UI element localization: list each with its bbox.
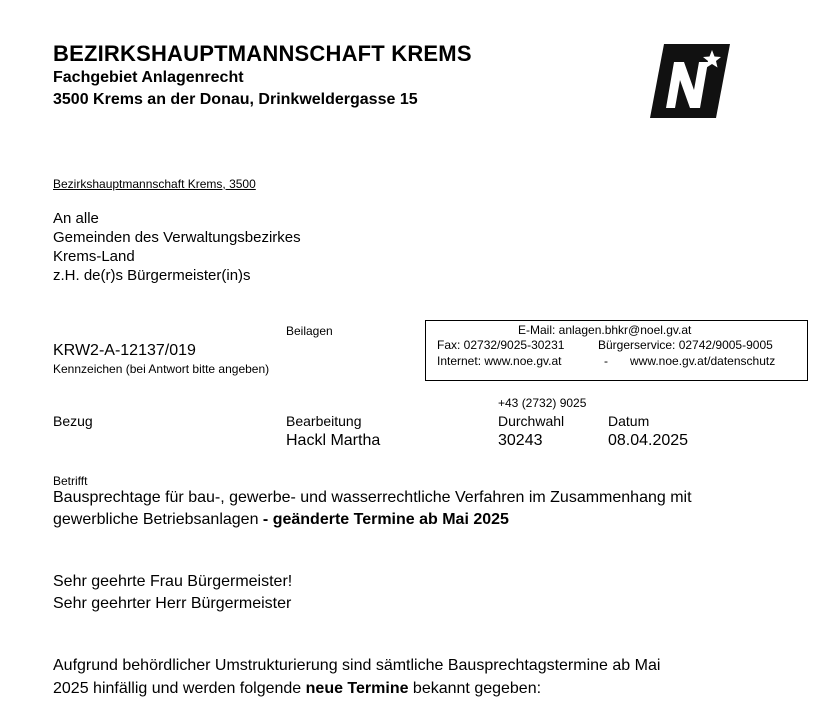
contact-fax: Fax: 02732/9025-30231 bbox=[437, 338, 565, 352]
contact-internet: Internet: www.noe.gv.at bbox=[437, 354, 562, 368]
bearbeitung-label: Bearbeitung bbox=[286, 413, 362, 429]
subject-line-1: Bausprechtage für bau-, gewerbe- und wasserrechtliche Verfahren im Zusammenhang mit bbox=[53, 489, 692, 506]
body-line-2-a: 2025 hinfällig und werden folgende bbox=[53, 680, 306, 697]
datum-label: Datum bbox=[608, 413, 650, 429]
recipient-line: Krems-Land bbox=[53, 248, 135, 265]
contact-box bbox=[425, 320, 808, 381]
beilagen-label: Beilagen bbox=[286, 324, 333, 338]
phone-prefix: +43 (2732) 9025 bbox=[498, 396, 587, 410]
reference-note: Kennzeichen (bei Antwort bitte angeben) bbox=[53, 362, 270, 376]
contact-email: E-Mail: anlagen.bhkr@noel.gv.at bbox=[518, 323, 692, 337]
recipient-line: An alle bbox=[53, 210, 99, 227]
recipient-line: Gemeinden des Verwaltungsbezirkes bbox=[53, 229, 301, 246]
salutation-line: Sehr geehrter Herr Bürgermeister bbox=[53, 595, 292, 612]
contact-buergerservice: Bürgerservice: 02742/9005-9005 bbox=[598, 338, 773, 352]
salutation-line: Sehr geehrte Frau Bürgermeister! bbox=[53, 573, 293, 590]
body-line-2-bold: neue Termine bbox=[305, 680, 409, 697]
contact-separator: - bbox=[604, 354, 608, 368]
durchwahl-label: Durchwahl bbox=[498, 413, 565, 429]
subject-line-2-plain: gewerbliche Betriebsanlagen bbox=[53, 511, 263, 528]
bearbeitung-value: Hackl Martha bbox=[286, 432, 381, 449]
authority-address: 3500 Krems an der Donau, Drinkweldergasse 15 bbox=[53, 91, 418, 108]
department-title: Fachgebiet Anlagenrecht bbox=[53, 69, 244, 86]
subject-line-2 bbox=[53, 511, 509, 529]
body-line-1: Aufgrund behördlicher Umstrukturierung sind sämtliche Bausprechtagstermine ab Mai bbox=[53, 657, 661, 674]
durchwahl-value: 30243 bbox=[498, 432, 543, 449]
bezug-label: Bezug bbox=[53, 413, 93, 429]
recipient-line: z.H. de(r)s Bürgermeister(in)s bbox=[53, 267, 251, 284]
reference-number: KRW2-A-12137/019 bbox=[53, 342, 196, 359]
noe-logo-icon bbox=[650, 44, 730, 118]
body-line-2 bbox=[53, 680, 541, 698]
sender-line: Bezirkshauptmannschaft Krems, 3500 bbox=[53, 177, 256, 191]
body-line-2-b: bekannt gegeben: bbox=[408, 680, 542, 697]
authority-title: BEZIRKSHAUPTMANNSCHAFT KREMS bbox=[53, 41, 472, 66]
subject-line-2-bold: - geänderte Termine ab Mai 2025 bbox=[262, 511, 509, 528]
subject-label: Betrifft bbox=[53, 474, 88, 488]
contact-datenschutz: www.noe.gv.at/datenschutz bbox=[630, 354, 776, 368]
datum-value: 08.04.2025 bbox=[608, 432, 689, 449]
